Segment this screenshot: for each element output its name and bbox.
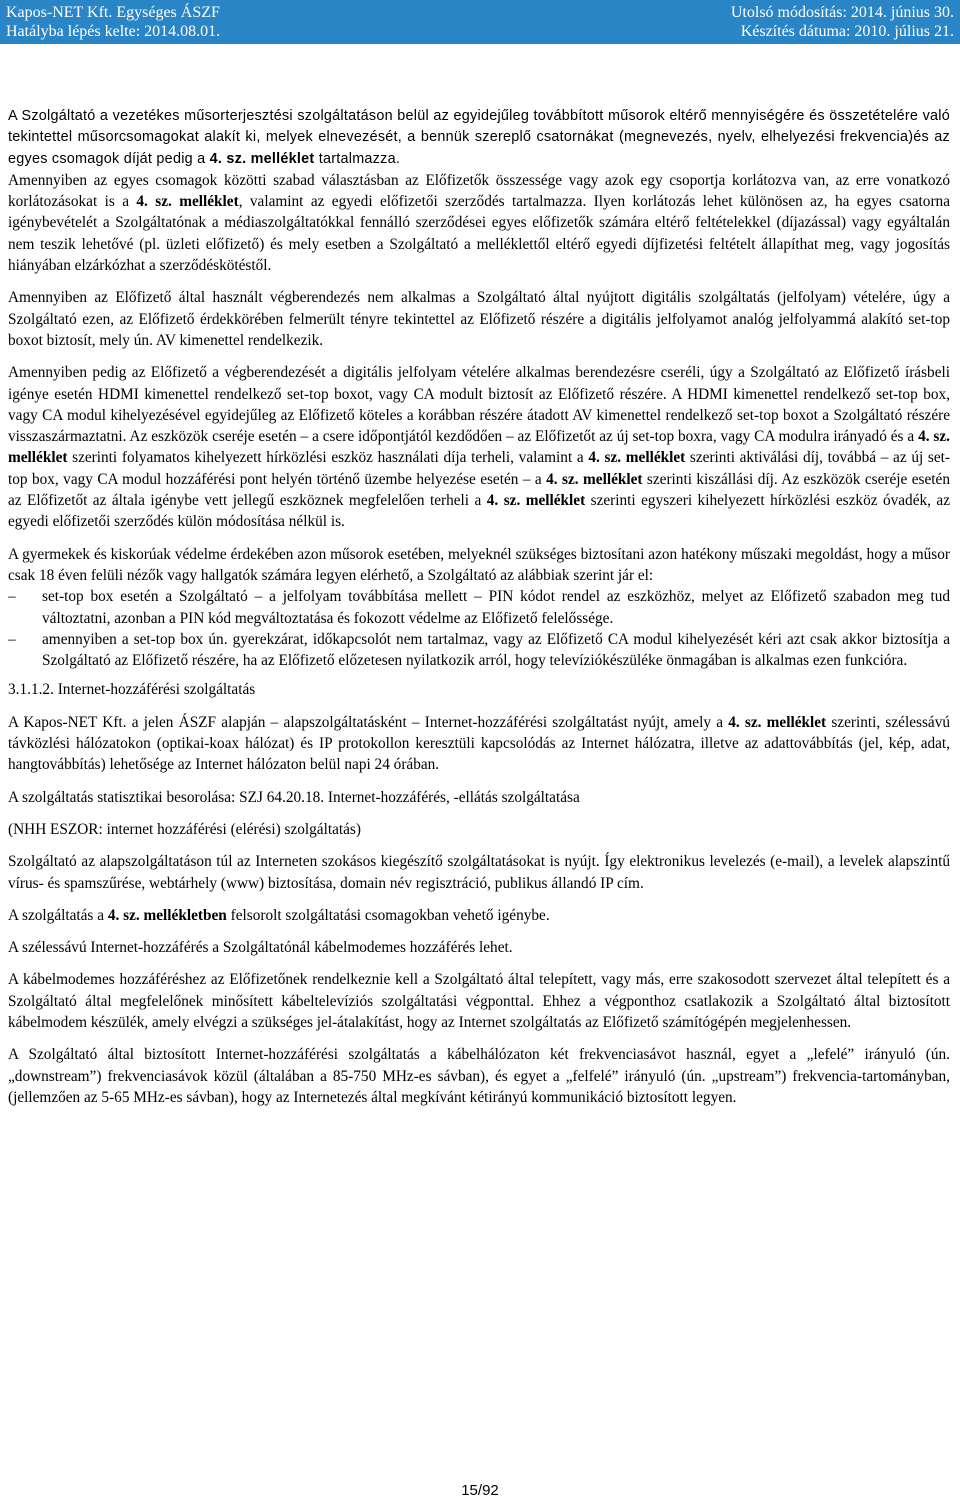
- dash-icon: –: [8, 630, 16, 648]
- paragraph: A kábelmodemes hozzáféréshez az Előfizetőnek rendelkeznie kell a Szolgáltató által telepített, vagy más, erre szakosodott szervezet által telepített és a Szolgáltató által megfelelőnek minősített kábeltelevíziós szolgáltatási végponttal. Ehhez a végponthoz csatlakozik a Szolgáltató által biztosított kábelmodem készülék, amely elvégzi a szükséges jel-átalakítást, hogy az Internet szolgáltatás az Előfizető számítógépén megjelenhessen.: [8, 971, 950, 1031]
- paragraph: A szélessávú Internet-hozzáférés a Szolgáltatónál kábelmodemes hozzáférés lehet.: [8, 939, 513, 957]
- header-left: [6, 3, 220, 41]
- paragraph: A gyermekek és kiskorúak védelme érdekében azon műsorok esetében, melyeknél szükséges biztosítani azon hatékony műszaki megoldást, hogy a műsor csak 18 éven felüli nézők vagy hallgatók számára legyen elérhető, a Szolgáltató az alábbiak szerint jár el:: [8, 545, 950, 584]
- paragraph: (NHH ESZOR: internet hozzáférési (elérési) szolgáltatás): [8, 820, 361, 838]
- paragraph: A szolgáltatás statisztikai besorolása: SZJ 64.20.18. Internet-hozzáférés, -ellátás szolgáltatása: [8, 788, 580, 806]
- paragraph: A Kapos-NET Kft. a jelen ÁSZF alapján – alapszolgáltatásként – Internet-hozzáférési szolgáltatást nyújt, amely a 4. sz. melléklet szerinti, szélessávú távközlési hálózatokon (optikai-koax hálózat) és IP protokollon keresztüli kapcsolódás az Internet hálózatra, illetve az adattovábbítás (jel, kép, adat, hangtovábbítás) lehetősége az Internet hálózaton belül napi 24 órában.: [8, 713, 950, 774]
- dash-icon: –: [8, 588, 16, 606]
- paragraph: Amennyiben az Előfizető által használt végberendezés nem alkalmas a Szolgáltató által nyújtott digitális szolgáltatás (jelfolyam) vételére, úgy a Szolgáltató ezen, az Előfizető érdekkörében felmerült tényre tekintettel az Előfizető részére a digitális jelfolyamot analóg jelfolyammá alakító set-top boxot biztosít, mely ún. AV kimenettel rendelkezik.: [8, 289, 950, 349]
- document-body: [8, 106, 950, 1119]
- page-header: [0, 0, 960, 44]
- effective-date: Hatályba lépés kelte: 2014.08.01.: [6, 23, 221, 40]
- paragraph: A Szolgáltató által biztosított Internet-hozzáférési szolgáltatás a kábelhálózaton két frekvenciasávot használ, egyet a „lefelé” irányuló (ún. „downstream”) frekvenciasávok közül (általában a 85-750 MHz-es sávban), és egyet a „felfelé” irányuló (ún. „upstream”) frekvencia-tartományban, (jellemzően az 5-65 MHz-es sávban), hogy az Internetezés által megkívánt kétirányú kommunikáció biztosított legyen.: [8, 1046, 950, 1106]
- list-item: – amennyiben a set-top box ún. gyerekzárat, időkapcsolót nem tartalmaz, vagy az Előfizető CA modul kihelyezését kéri azt csak akkor biztosítja a Szolgáltató az Előfizető részére, ha az Előfizető előzetesen nyilatkozik arról, hogy televíziókészüléke önmagában is alkalmas ezen funkcióra.: [8, 630, 950, 670]
- paragraph: A Szolgáltató a vezetékes műsorterjesztési szolgáltatáson belül az egyidejűleg továbbított műsorok eltérő mennyiségére és összetételére való tekintettel műsorcsomagokat alakít ki, melyek elnevezését, a bennük szereplő csatornákat (megnevezés, nyelv, elhelyezési frekvencia)és az egyes csomagok díját pedig a 4. sz. melléklet tartalmazza.: [8, 108, 950, 167]
- paragraph: Szolgáltató az alapszolgáltatáson túl az Interneten szokásos kiegészítő szolgáltatásokat is nyújt. Így elektronikus levelezés (e-mail), a levelek alapszintű vírus- és spamszűrése, webtárhely (www) biztosítása, domain név regisztráció, publikus állandó IP cím.: [8, 853, 950, 892]
- bullet-list: [8, 586, 950, 671]
- paragraph: Amennyiben pedig az Előfizető a végberendezését a digitális jelfolyam vételére alkalmas berendezésre cseréli, úgy a Szolgáltató az Előfizető írásbeli igénye esetén HDMI kimenettel rendelkező set-top boxot, vagy CA modult biztosít az Előfizető részére. A HDMI kimenettel rendelkező set-top box, vagy CA modul kihelyezésével egyidejűleg az Előfizető köteles a korábban részére átadott AV kimenettel rendelkező set-top boxot a Szolgáltató részére visszaszármaztatni. Az eszközök cseréje esetén – a csere időpontjától kezdődően – az Előfizetőt az új set-top boxra, vagy CA modulra irányadó és a 4. sz. melléklet szerinti folyamatos kihelyezett hírközlési eszköz használati díja terheli, valamint a 4. sz. melléklet szerinti aktiválási díj, továbbá – az új set-top box, vagy CA modul hozzáférési pont helyén történő üzembe helyezése esetén – a 4. sz. melléklet szerinti kiszállási díj. Az eszközök cseréje esetén az Előfizetőt az általa igénybe vett jellegű eszköznek megfelelően terheli a 4. sz. melléklet szerinti egyszeri kihelyezett hírközlési eszköz óvadék, az egyedi előfizetői szerződés külön módosítása nélkül is.: [8, 364, 950, 531]
- header-right: [731, 3, 954, 41]
- page-number: 15/92: [461, 1482, 499, 1499]
- sans-block: [8, 106, 950, 170]
- section-heading: 3.1.1.2. Internet-hozzáférési szolgáltatás: [8, 681, 256, 699]
- list-item: – set-top box esetén a Szolgáltató – a jelfolyam továbbítása mellett – PIN kódot rendel az eszközhöz, melyet az Előfizető szabadon meg tud változtatni, azonban a PIN kód megváltoztatása és fokozott védelme az Előfizető felelőssége.: [8, 588, 950, 627]
- company-title: Kapos-NET Kft. Egységes ÁSZF: [6, 4, 220, 21]
- created-date: Készítés dátuma: 2010. július 21.: [740, 23, 954, 40]
- paragraph: Amennyiben az egyes csomagok közötti szabad választásban az Előfizetők összessége vagy azok egy csoportja korlátozva van, az erre vonatkozó korlátozásokat is a 4. sz. melléklet, valamint az egyedi előfizetői szerződés tartalmazza. Ilyen korlátozás lehet különösen az, ha egyes csatorna igénybevételét a Szolgáltatónak a médiaszolgáltatókkal fennálló szerződései egyes előfizetők számára eltérő feltételekkel (díjazással) vagy egyáltalán nem teszik lehetővé (pl. üzleti előfizető) és mely esetben a Szolgáltató a melléklettől eltérő egyedi díjfizetési feltételt állapíthat meg, vagy jogosítás hiányában elzárkózhat a szerződéskötéstől.: [8, 171, 950, 275]
- paragraph: A szolgáltatás a 4. sz. mellékletben felsorolt szolgáltatási csomagokban vehető igénybe.: [8, 906, 550, 924]
- last-modified: Utolsó módosítás: 2014. június 30.: [730, 4, 954, 21]
